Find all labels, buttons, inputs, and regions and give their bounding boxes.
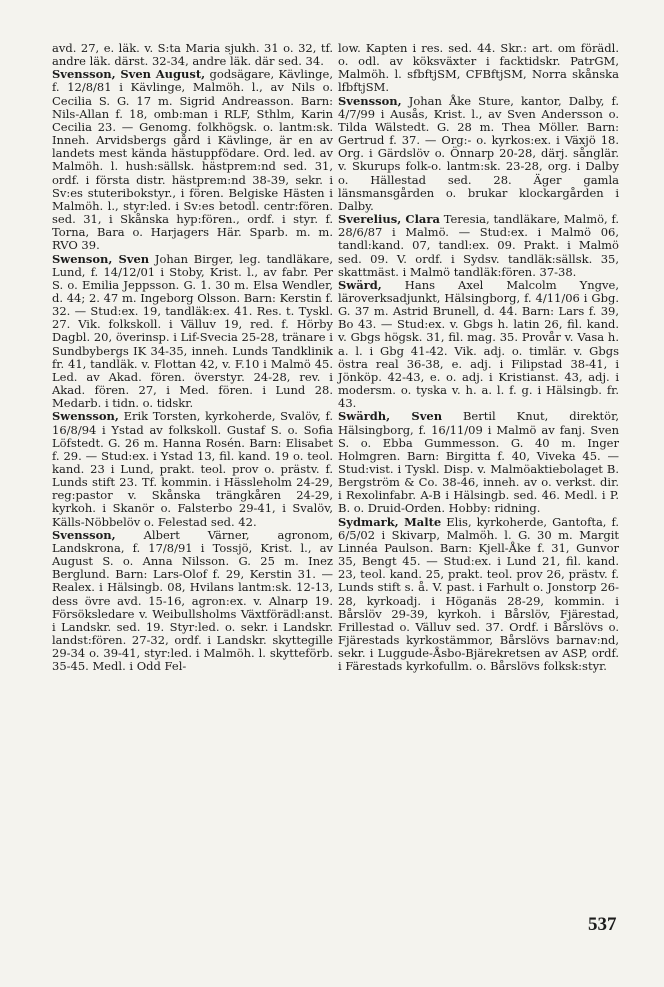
entry-given-names: Teresia, xyxy=(439,212,490,227)
entry-given-names: Hans Axel Malcolm Yngve, xyxy=(381,277,619,292)
entry-text: direktör, Hälsingborg, f. 16/11/09 i Malmö av fanj. Sven S. o. Ebba Gummesson. G. 40 m. Inger Holmgren. Barn: Birgitta f. 40, Viveka 45. — Stud:vist. i Tyskl. Disp. v. Malmöaktiebolaget B. Bergström & Co. 38-46, inneh. av o. verkst. dir. i Rexolinfabr. A-B i Hälsingb. sed. 46. Medl. i P. B. o. Druid-Orden. Hobby: ridning. xyxy=(338,409,619,516)
entry-given-names: Bertil Knut, xyxy=(442,409,549,424)
entry-text: agronom, Landskrona, f. 17/8/91 i Tossjö, Krist. l., av August S. o. Anna Nilsson. G. 25 m. Inez Berglund. Barn: Lars-Olof f. 29, Kerstin 31. — Realex. i Hälsingb. 08, Hvilans lantm:sk. 12-13, dess övre avd. 15-16, agron:ex. v. Alnarp 19. Försöksledare v. Weibullsholms Växtförädl:anst. i Landskr. sed. 19. Styr:led. o. sekr. i Landskr. landst:fören. 27-32, ordf. i Landskr. skyttegille 29-34 o. 39-41, styr:led. i Malmöh. l. skytteförb. 35-45. Medl. i Odd Fel- xyxy=(52,527,333,674)
entry-surname: Svensson, Sven August, xyxy=(52,67,206,82)
biography-entry xyxy=(338,516,619,674)
entry-surname: Svensson, xyxy=(338,93,402,108)
entry-surname: Sydmark, Malte xyxy=(338,514,442,529)
entry-text: low. Kapten i res. sed. 44. Skr.: art. om förädl. o. odl. av köksväxter i facktidskr. PatrGM, Malmöh. l. sfbftjSM, CFBftjSM, Norra skånska lfbftjSM. xyxy=(338,41,619,95)
biography-entry xyxy=(52,253,333,411)
entry-surname: Swärdh, Sven xyxy=(338,409,443,424)
entry-given-names: Albert Värner, xyxy=(115,527,250,542)
biography-entry xyxy=(338,213,619,279)
biography-entry xyxy=(52,68,333,252)
biography-entry xyxy=(52,42,333,68)
entry-text: godsägare, Kävlinge, f. 12/8/81 i Kävlinge, Malmöh. l., av Nils o. Cecilia S. G. 17 m. Sigrid Andreasson. Barn: Nils-Allan f. 18, omb:man i RLF, Sthlm, Karin Cecilia 23. — Genomg. folkhögsk. o. lantm:sk. Inneh. Arvidsbergs gård i Kävlinge, är en av landets mest kända hästuppfödare. Ord. led. av Malmöh. l. hush:sällsk. hästprem:nd sed. 31, ordf. i första distr. hästprem:nd 38-39, sekr. i Sv:es stuteribokstyr., i fören. Belgiske Hästen i Malmöh. l., styr:led. i Sv:es betodl. centr:fören. sed. 31, i Skånska hyp:fören., ordf. i styr. f. Torna, Bara o. Harjagers Här. Sparb. m. m. RVO 39. xyxy=(52,67,333,253)
page-number: 537 xyxy=(588,914,617,935)
entry-surname: Swärd, xyxy=(338,277,382,292)
entry-text: avd. 27, e. läk. v. S:ta Maria sjukh. 31 o. 32, tf. andre läk. därst. 32-34, andre läk. där sed. 34. xyxy=(52,41,333,69)
biography-entry xyxy=(338,95,619,213)
entry-text: kyrkoherde, Gantofta, f. 6/5/02 i Skivarp, Malmöh. l. G. 30 m. Margit Linnéa Paulson. Barn: Kjell-Åke f. 31, Gunvor 35, Bengt 45. — Stud:ex. i Lund 21, fil. kand. 23, teol. kand. 25, prakt. teol. prov 26, prästv. f. Lunds stift s. å. V. past. i Farhult o. Jonstorp 26-28, kyrkoadj. i Höganäs 28-29, kommin. i Bårslöv 29-39, kyrkoh. i Bårslöv, Fjärestad, Frillestad o. Välluv sed. 37. Ordf. i Bårslövs o. Fjärestads kyrkostämmor, Bårslövs barnav:nd, sekr. i Luggude-Åsbo-Bjärekretsen av ASP, ordf. i Färestads kyrkofullm. o. Bårslövs folksk:styr. xyxy=(338,514,619,674)
biography-entry xyxy=(338,42,619,95)
entry-given-names: Erik Torsten, xyxy=(118,409,201,424)
biography-entry xyxy=(52,410,333,528)
left-column xyxy=(52,42,333,674)
entry-surname: Swenson, Sven xyxy=(52,251,150,266)
biography-entry xyxy=(338,279,619,411)
entry-given-names: Johan Birger, xyxy=(149,251,234,266)
entry-text: tandläkare, Malmö, f. 28/6/87 i Malmö. — Stud:ex. i Malmö 06, tandl:kand. 07, tandl:ex. 09. Prakt. i Malmö sed. 09. V. ordf. i Sydsv. tandläk:sällsk. 35, skattmäst. i Malmö tandläk:fören. 37-38. xyxy=(338,212,619,279)
entry-given-names: Johan Åke Sture, xyxy=(401,93,514,108)
biography-entry xyxy=(338,410,619,515)
entry-surname: Sverelius, Clara xyxy=(338,212,440,227)
entry-text: kyrkoherde, Svalöv, f. 16/8/94 i Ystad av folkskoll. Gustaf S. o. Sofia Löfstedt. G. 26 m. Hanna Rosén. Barn: Elisabet f. 29. — Stud:ex. i Ystad 13, fil. kand. 19 o. teol. kand. 23 i Lund, prakt. teol. prov o. prästv. f. Lunds stift 23. Tf. kommin. i Hässleholm 24-29, reg:pastor v. Skånska trängkåren 24-29, kyrkoh. i Skanör o. Falsterbo 29-41, i Svalöv, Källs-Nöbbelöv o. Felestad sed. 42. xyxy=(52,409,333,529)
biography-entry xyxy=(52,529,333,674)
entry-text: kantor, Dalby, f. 4/7/99 i Ausås, Krist. l., av Sven Andersson o. Tilda Wälstedt. G. 28 m. Thea Möller. Barn: Gertrud f. 37. — Org:- o. kyrkos:ex. i Växjö 18. Org. i Gärdslöv o. Önnarp 20-28, därj. sånglär. v. Skurups folk-o. lantm:sk. 23-28, org. i Dalby o. Hällestad sed. 28. Äger gamla länsmansgården o. brukar klockargården i Dalby. xyxy=(338,93,619,213)
right-column xyxy=(338,42,619,674)
entry-given-names: Elis, xyxy=(441,514,472,529)
entry-text: leg. tandläkare, Lund, f. 14/12/01 i Stoby, Krist. l., av fabr. Per S. o. Emilia Jeppsson. G. 1. 30 m. Elsa Wendler, d. 44; 2. 47 m. Ingeborg Olsson. Barn: Kerstin f. 32. — Stud:ex. 19, tandläk:ex. 41. Res. t. Tyskl. 27. Vik. folkskoll. i Välluv 19, red. f. Hörby Dagbl. 20, överinsp. i Lif-Svecia 25-28, tränare i Sundbybergs IK 34-35, inneh. Lunds Tandklinik fr. 41, tandläk. v. Flottan 42, v. F.10 i Malmö 45. Led. av Akad. fören. överstyr. 24-28, rev. i Akad. fören. 27, i Med. fören. i Lund 28. Medarb. i tidn. o. tidskr. xyxy=(52,251,334,411)
entry-surname: Svensson, xyxy=(52,527,116,542)
entry-surname: Swensson, xyxy=(52,409,119,424)
entry-text: läroverksadjunkt, Hälsingborg, f. 4/11/06 i Gbg. G. 37 m. Astrid Brunell, d. 44. Barn: Lars f. 39, Bo 43. — Stud:ex. v. Gbgs h. latin 26, fil. kand. v. Gbgs högsk. 31, fil. mag. 35. Provår v. Vasa h. a. l. i Gbg 41-42. Vik. adj. o. timlär. v. Gbgs östra real 36-38, e. adj. i Filipstad 38-41, i Jönköp. 42-43, e. o. adj. i Kristianst. 43, adj. i modersm. o. tyska v. h. a. l. f. g. i Hälsingb. fr. 43. xyxy=(338,290,619,411)
